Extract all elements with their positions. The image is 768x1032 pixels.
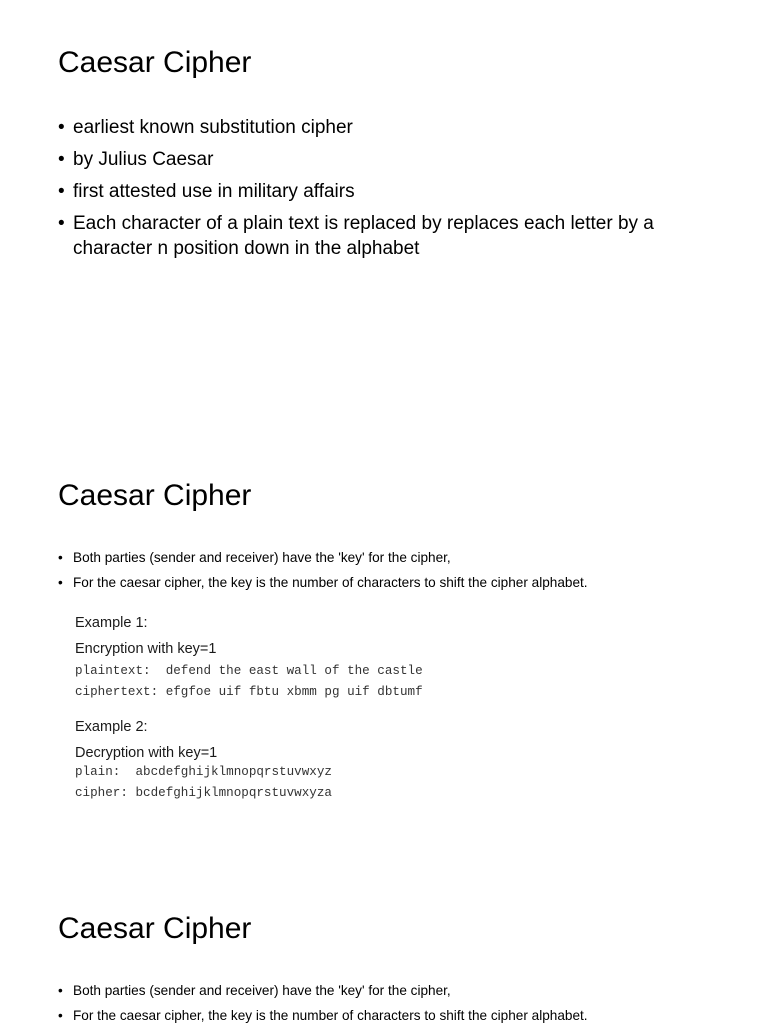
bullet-item: • For the caesar cipher, the key is the number of characters to shift the cipher alphabet. [58,1007,718,1024]
bullet-list [58,549,718,599]
bullet-item: • Both parties (sender and receiver) have the 'key' for the cipher, [58,549,718,566]
bullet-item: • Both parties (sender and receiver) have the 'key' for the cipher, [58,982,718,999]
plaintext-line: plaintext: defend the east wall of the castle [75,664,423,678]
example-subtitle: Decryption with key=1 [75,745,218,761]
plain-alphabet-line: plain: abcdefghijklmnopqrstuvwxyz [75,765,332,779]
slide-3 [0,866,768,1024]
example-1 [75,614,715,703]
bullet-item: • For the caesar cipher, the key is the number of characters to shift the cipher alphabet. [58,574,718,591]
slide-1 [0,0,768,433]
slide-title: Caesar Cipher [58,46,252,79]
example-subtitle: Encryption with key=1 [75,641,217,657]
example-label: Example 2: [75,719,148,735]
slide-2 [0,433,768,866]
example-2 [75,718,715,804]
bullet-item: • by Julius Caesar [58,148,718,173]
bullet-list [58,116,718,269]
slide-title: Caesar Cipher [58,912,252,945]
slide-title: Caesar Cipher [58,479,252,512]
bullet-item: • first attested use in military affairs [58,180,718,205]
bullet-item: • earliest known substitution cipher [58,116,718,141]
cipher-alphabet-line: cipher: bcdefghijklmnopqrstuvwxyza [75,786,332,800]
bullet-item: • Each character of a plain text is replaced by replaces each letter by a character n position down in the alphabet [58,212,718,261]
bullet-list [58,982,718,1032]
example-label: Example 1: [75,615,148,631]
ciphertext-line: ciphertext: efgfoe uif fbtu xbmm pg uif dbtumf [75,685,423,699]
